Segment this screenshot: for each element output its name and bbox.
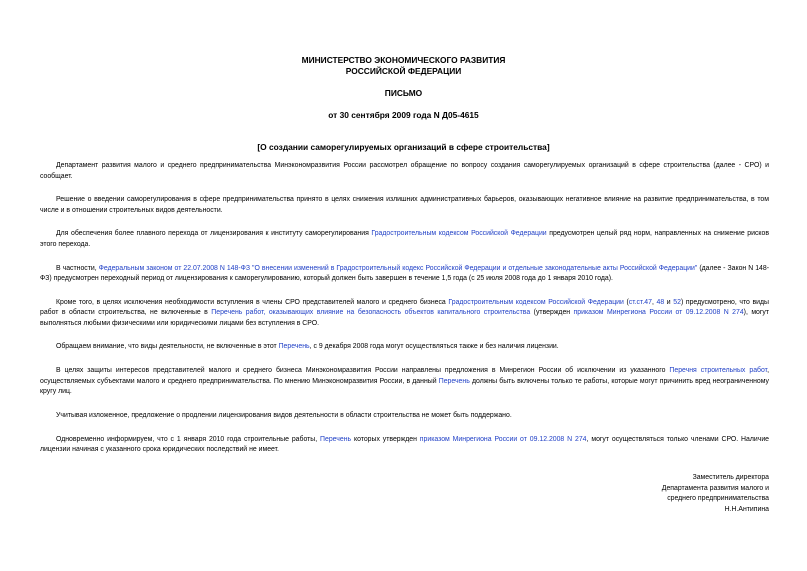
link-perechen-3[interactable]: Перечень [320, 435, 352, 443]
link-article-48[interactable]: 48 [656, 298, 665, 306]
paragraph-6 [40, 342, 769, 353]
paragraph-text: Одновременно информируем, что с 1 января 2010 года строительные работы, [56, 435, 321, 443]
paragraph-text: Решение о введении саморегулирования в сфере предпринимательства принято в целях снижения излишних административных барьеров, оказывающих негативное влияние на развитие предпринимательства, в том числе и в отношении строительных видов деятельности. [40, 196, 769, 214]
document-subject: [О создании саморегулируемых организаций в сфере строительства] [257, 142, 550, 152]
paragraph-1 [40, 161, 769, 182]
paragraph-text: Кроме того, в целях исключения необходимости вступления в члены СРО представителей малого и среднего бизнеса [56, 298, 449, 306]
document-type: ПИСЬМО [384, 88, 423, 98]
paragraph-text: Учитывая изложенное, предложение о продлении лицензирования видов деятельности в области строительства не может быть поддержано. [56, 411, 512, 419]
paragraph-text: , [651, 298, 657, 306]
paragraph-8 [40, 411, 769, 422]
link-prikaz-274-2[interactable]: приказом Минрегиона России от 09.12.2008 N 274 [419, 435, 587, 443]
signature-name: Н.Н.Антипина [724, 505, 769, 513]
paragraph-text: В частности, [56, 264, 99, 272]
paragraph-text: должны быть включены только те работы, которые могут причинить вред неограниченному кругу лиц. [40, 377, 769, 396]
link-gradostroitelny-kodeks[interactable]: Градостроительным кодексом Российской Федерации [371, 230, 547, 238]
paragraph-3 [40, 229, 769, 250]
paragraph-4 [40, 264, 769, 285]
paragraph-text: ), могут выполняться любыми физическими или юридическими лицами без вступления в СРО. [40, 309, 770, 327]
paragraph-text: которых утвержден [351, 435, 420, 443]
paragraph-text: , осуществляемых субъектами малого и среднего предпринимательства. По мнению Минэкономразвития России, в данный [40, 367, 769, 385]
paragraph-text: предусмотрен целый ряд норм, направленных на снижение рисков этого перехода. [40, 230, 769, 248]
paragraph-2 [40, 195, 769, 216]
paragraph-text: и [664, 298, 674, 306]
link-perechen-2[interactable]: Перечень [438, 377, 470, 385]
paragraph-9 [40, 435, 769, 456]
link-gradostroitelny-kodeks-2[interactable]: Градостроительным кодексом Российской Федерации [448, 298, 624, 306]
link-perechen-rabot[interactable]: Перечень работ, оказывающих влияние на безопасность объектов капитального строительства [211, 309, 531, 317]
paragraph-text: Для обеспечения более плавного перехода от лицензирования к институту саморегулирования [56, 230, 372, 238]
paragraph-text: (утвержден [530, 309, 574, 317]
link-perechen[interactable]: Перечень [278, 343, 310, 351]
paragraph-text: , могут осуществляться только членами СРО. Наличие лицензии начиная с указанного срока юридических последствий не имеет. [40, 435, 769, 453]
document-date-number: от 30 сентября 2009 года N Д05-4615 [328, 110, 479, 120]
link-article-52[interactable]: 52 [673, 298, 681, 306]
signature-position: Заместитель директора [692, 474, 769, 481]
link-perechnya-stroitelnyh-rabot[interactable]: Перечня строительных работ [669, 367, 768, 375]
paragraph-text: Департамент развития малого и среднего предпринимательства Минэкономразвития России рассмотрел обращение по вопросу создания саморегулируемых организаций в сфере строительства (далее - СРО) и сообщает. [40, 162, 769, 180]
signature-block [662, 473, 769, 515]
paragraph-7 [40, 366, 769, 398]
signature-department: Департамента развития малого и [661, 484, 769, 492]
paragraph-text: Обращаем внимание, что виды деятельности, не включенные в этот [56, 343, 279, 351]
paragraph-text: ( [623, 298, 629, 306]
ministry-name-line1: МИНИСТЕРСТВО ЭКОНОМИЧЕСКОГО РАЗВИТИЯ [301, 55, 506, 65]
link-federal-law-148[interactable]: Федеральным законом от 22.07.2008 N 148-ФЗ "О внесении изменений в Градостроительный кодекс Российской Федерации и отдельные законодательные акты Российской Федерации" [98, 264, 698, 272]
signature-department-cont: среднего предпринимательства [667, 495, 769, 502]
paragraph-text: В целях защиты интересов представителей малого и среднего бизнеса Минэкономразвития России направлены предложения в Минрегион России об исключении из указанного [56, 367, 670, 375]
letter-body [40, 161, 769, 469]
paragraph-text: (далее - Закон N 148-ФЗ) предусмотрен переходный период от лицензирования к саморегулированию, который должен быть завершен в течение 1,5 года (с 25 июля 2008 года до 1 января 2010 года). [40, 264, 769, 283]
paragraph-text: , с 9 декабря 2008 года могут осуществляться также и без наличия лицензии. [309, 343, 559, 351]
paragraph-5 [40, 298, 769, 330]
ministry-name-line2: РОССИЙСКОЙ ФЕДЕРАЦИИ [345, 66, 462, 76]
link-article-47[interactable]: ст.ст.47 [628, 298, 652, 306]
link-prikaz-274[interactable]: приказом Минрегиона России от 09.12.2008 N 274 [573, 309, 744, 317]
paragraph-text: ) предусмотрено, что виды работ в области строительства, не включенные в [40, 298, 769, 317]
